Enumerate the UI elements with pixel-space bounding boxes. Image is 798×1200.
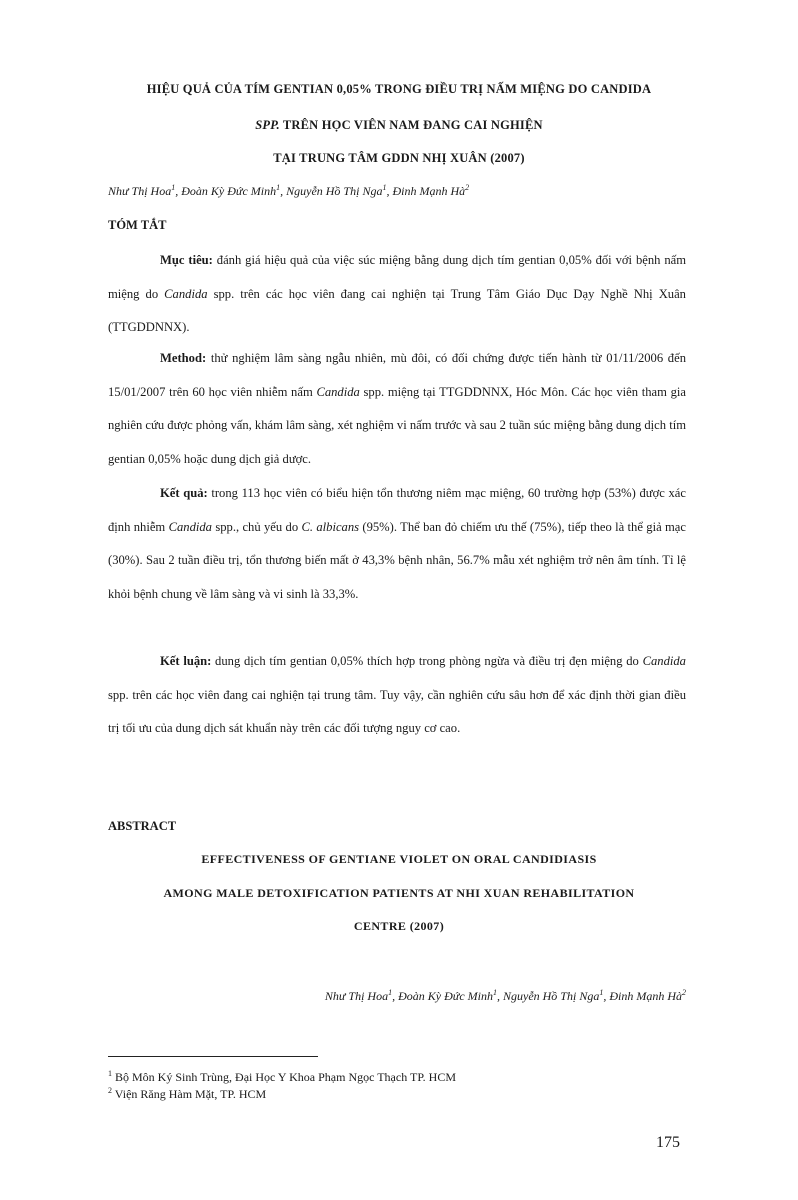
conclusion-paragraph <box>108 645 686 746</box>
conclusion-text: spp. trên các học viên đang cai nghiện tại trung tâm. Tuy vậy, cần nghiên cứu sâu hơn để xác định thời gian điều trị tối ưu của dung dịch sát khuẩn này trên các đối tượng nguy cơ cao. <box>108 687 686 735</box>
author-affiliation-mark: 1 <box>276 183 281 192</box>
en-title-line-2: AMONG MALE DETOXIFICATION PATIENTS AT NHI XUAN REHABILITATION <box>163 886 635 900</box>
vn-authors <box>108 183 469 199</box>
page-number: 175 <box>656 1134 680 1151</box>
footnote-text: Bộ Môn Ký Sinh Trùng, Đại Học Y Khoa Phạm Ngọc Thạch TP. HCM <box>112 1070 457 1084</box>
method-text: spp. miệng tại TTGDDNNX, Hóc Môn. Các học viên tham gia nghiên cứu được phỏng vấn, khám lâm sàng, xét nghiệm vi nấm trước và sau 2 tuần súc miệng bằng dung dịch tím gentian 0,05% hoặc dung dịch giả dược. <box>108 384 687 466</box>
objective-paragraph <box>108 244 686 345</box>
conclusion-text: dung dịch tím gentian 0,05% thích hợp trong phòng ngừa và điều trị đẹn miệng do <box>211 654 643 668</box>
vn-title-line-1: HIỆU QUẢ CỦA TÍM GENTIAN 0,05% TRONG ĐIỀU TRỊ NẤM MIỆNG DO CANDIDA <box>146 82 652 96</box>
summary-heading: TÓM TẮT <box>108 218 167 232</box>
author-name: , Đoàn Kỳ Đức Minh <box>392 989 493 1003</box>
en-authors <box>325 988 686 1004</box>
author-affiliation-mark: 1 <box>171 183 176 192</box>
author-affiliation-mark: 2 <box>682 988 686 997</box>
results-italic: Candida <box>168 519 212 534</box>
method-text: thử nghiệm lâm sàng ngẫu nhiên, mù đôi, có đối chứng được tiến hành từ 01/11/2006 đến 15/01/2007 trên 60 học viên nhiễm nấm <box>108 351 686 399</box>
vn-title-rest: TRÊN HỌC VIÊN NAM ĐANG CAI NGHIỆN <box>279 118 543 132</box>
author-name: , Nguyễn Hồ Thị Nga <box>280 184 383 198</box>
objective-lead: Mục tiêu: <box>160 253 213 267</box>
author-affiliation-mark: 1 <box>492 988 497 997</box>
author-affiliation-mark: 1 <box>382 183 387 192</box>
vn-title-italic: SPP. <box>255 118 280 132</box>
results-text: spp., chủ yếu do <box>211 519 302 534</box>
en-title-line-3: CENTRE (2007) <box>353 919 445 933</box>
objective-text: spp. trên các học viên đang cai nghiện tại Trung Tâm Giáo Dục Dạy Nghề Nhị Xuân (TTGDDNNX). <box>108 286 686 334</box>
method-lead: Method: <box>160 351 207 365</box>
author-name: , Đinh Mạnh Hà <box>386 184 466 198</box>
footnote-2 <box>108 1086 266 1102</box>
vn-title-line-2 <box>0 118 798 133</box>
en-title-line-1: EFFECTIVENESS OF GENTIANE VIOLET ON ORAL CANDIDIASIS <box>201 852 597 866</box>
author-affiliation-mark: 2 <box>465 183 470 192</box>
objective-text: đánh giá hiệu quả của việc súc miệng bằng dung dịch tím gentian 0,05% đối với bệnh nấm miệng do <box>108 253 687 301</box>
method-paragraph <box>108 342 686 476</box>
author-affiliation-mark: 1 <box>388 988 393 997</box>
conclusion-italic: Candida <box>642 654 686 668</box>
author-name: , Đinh Mạnh Hà <box>603 989 682 1003</box>
author-name: , Nguyễn Hồ Thị Nga <box>496 989 600 1003</box>
footnote-text: Viện Răng Hàm Mặt, TP. HCM <box>112 1087 267 1101</box>
author-name: , Đoàn Kỳ Đức Minh <box>175 184 277 198</box>
author-name: Như Thị Hoa <box>324 989 389 1003</box>
vn-title-line-3: TẠI TRUNG TÂM GDDN NHỊ XUÂN (2007) <box>273 151 525 165</box>
results-italic: C. albicans <box>301 519 360 534</box>
footnote-mark: 1 <box>108 1069 112 1078</box>
footnote-divider <box>108 1056 318 1057</box>
results-paragraph <box>108 477 686 611</box>
method-italic: Candida <box>316 384 360 399</box>
results-text: trong 113 học viên có biểu hiện tổn thương niêm mạc miệng, 60 trường hợp (53%) được xác định nhiễm <box>108 486 686 534</box>
footnote-1 <box>108 1069 456 1085</box>
abstract-heading: ABSTRACT <box>108 819 177 833</box>
author-name: Như Thị Hoa <box>108 184 172 198</box>
footnote-mark: 2 <box>108 1086 112 1095</box>
results-text: (95%). Thể ban đỏ chiếm ưu thế (75%), tiếp theo là thể giả mạc (30%). Sau 2 tuần điều trị, tổn thương biến mất ở 43,3% bệnh nhân, 56.7% mẫu xét nghiệm trở nên âm tính. Tỉ lệ khỏi bệnh chung về lâm sàng và vi sinh là 33,3%. <box>108 519 686 601</box>
objective-italic: Candida <box>164 286 208 301</box>
conclusion-lead: Kết luận: <box>160 654 212 668</box>
author-affiliation-mark: 1 <box>599 988 604 997</box>
results-lead: Kết quả: <box>160 486 208 500</box>
